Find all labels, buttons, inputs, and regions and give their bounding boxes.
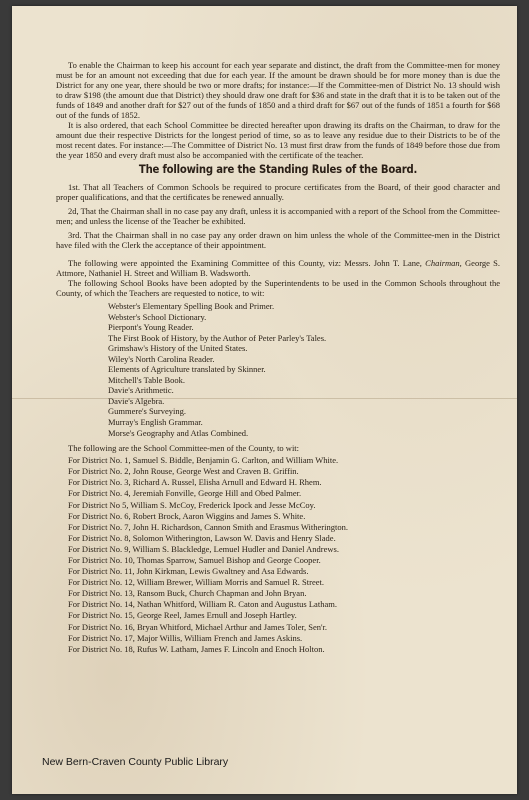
book-list-item: Davie's Arithmetic. bbox=[108, 385, 174, 396]
district-committee-item: For District No. 16, Bryan Whitford, Michael Arthur and James Toler, Sen'r. bbox=[68, 621, 328, 632]
district-committee-item: For District No 5, William S. McCoy, Frederick Ipock and Jesse McCoy. bbox=[68, 499, 316, 510]
examining-role: Chairman, bbox=[425, 257, 462, 268]
rules-heading: The following are the Standing Rules of the Board. bbox=[138, 163, 418, 177]
book-list-item: Pierpont's Young Reader. bbox=[108, 322, 194, 333]
book-list-item: Grimshaw's History of the United States. bbox=[108, 343, 248, 354]
book-list-item: Davie's Algebra. bbox=[108, 395, 165, 406]
committee-list bbox=[68, 455, 500, 655]
examining-pre: The following were appointed the Examining Committee of this County, viz: Messrs. John T. Lane, bbox=[68, 257, 426, 268]
examining-post: George S. Attmore, Nathaniel H. Street and William B. Wadsworth. bbox=[56, 257, 500, 278]
document-page bbox=[12, 6, 517, 794]
district-committee-item: For District No. 18, Rufus W. Latham, James F. Lincoln and Enoch Holton. bbox=[68, 643, 325, 654]
district-committee-item: For District No. 1, Samuel S. Biddle, Benjamin G. Carlton, and William White. bbox=[68, 455, 339, 466]
district-committee-item: For District No. 4, Jeremiah Fonville, George Hill and Obed Palmer. bbox=[68, 488, 302, 499]
intro-paragraph-1: To enable the Chairman to keep his account for each year separate and distinct, the draft from the Committee-men for money must be for an amount not exceeding that due for each year. If the amount be drawn should be for more money than is due the District for any one year, there should be two or more drafts; for instance:—If the Committee-men of District No. 13 should wish to draw $198 (the amount due that District) they should draw one draft for $36 and state in the draft that it is to be taken out of the funds of 1849 and another draft for $27 out of the funds of 1850 and a third draft for $67 out of the funds of 1851 a fourth for $68 out of the funds of 1852. bbox=[56, 60, 500, 121]
book-list-item: Gummere's Surveying. bbox=[108, 406, 187, 417]
book-list-item: The First Book of History, by the Author of Peter Parley's Tales. bbox=[108, 332, 327, 343]
district-committee-item: For District No. 7, John H. Richardson, Cannon Smith and Erasmus Witherington. bbox=[68, 521, 348, 532]
district-committee-item: For District No. 13, Ransom Buck, Church Chapman and John Bryan. bbox=[68, 588, 307, 599]
book-list-item: Elements of Agriculture translated by Skinner. bbox=[108, 364, 266, 375]
rule-1: 1st. That all Teachers of Common Schools be required to procure certificates from the Board, of their good character and proper qualifications, and that the certificates be renewed annually. bbox=[56, 181, 500, 202]
district-committee-item: For District No. 12, William Brewer, William Morris and Samuel R. Street. bbox=[68, 577, 324, 588]
district-committee-item: For District No. 3, Richard A. Russel, Elisha Arnull and Edward H. Rhem. bbox=[68, 477, 322, 488]
district-committee-item: For District No. 10, Thomas Sparrow, Samuel Bishop and George Cooper. bbox=[68, 554, 321, 565]
district-committee-item: For District No. 17, Major Willis, William French and James Askins. bbox=[68, 632, 303, 643]
intro-paragraph-2: It is also ordered, that each School Committee be directed hereafter upon drawing its drafts on the Chairman, to draw for the amount due their respective Districts for the longest period of time, so as to leave any residue due to their Districts to be of the most recent dates. For instance:—The Committee of District No. 13 must first draw from the funds of 1849 before those due from the year 1850 and every draft must also be accompanied with the certificate of the teacher. bbox=[56, 120, 500, 161]
rule-3: 3rd. That the Chairman shall in no case pay any order drawn on him unless the whole of the Committee-men in the District have filed with the Clerk the acceptance of their appointment. bbox=[56, 229, 500, 250]
book-list-item: Mitchell's Table Book. bbox=[108, 374, 186, 385]
book-list-item: Webster's School Dictionary. bbox=[108, 311, 207, 322]
district-committee-item: For District No. 6, Robert Brock, Aaron Wiggins and James S. White. bbox=[68, 510, 306, 521]
district-committee-item: For District No. 9, William S. Blackledge, Lemuel Hudler and Daniel Andrews. bbox=[68, 543, 339, 554]
document-body bbox=[56, 60, 500, 655]
district-committee-item: For District No. 15, George Reel, James Ernull and Joseph Hartley. bbox=[68, 610, 297, 621]
examining-committee-paragraph bbox=[56, 258, 500, 278]
district-committee-item: For District No. 2, John Rouse, George West and Craven B. Griffin. bbox=[68, 466, 299, 477]
book-list-item: Morse's Geography and Atlas Combined. bbox=[108, 427, 249, 438]
book-list-item: Murray's English Grammar. bbox=[108, 417, 203, 427]
books-list bbox=[108, 301, 500, 438]
library-credit: New Bern-Craven County Public Library bbox=[42, 756, 229, 768]
district-committee-item: For District No. 8, Solomon Witherington, Lawson W. Davis and Henry Slade. bbox=[68, 532, 336, 543]
book-list-item: Wiley's North Carolina Reader. bbox=[108, 353, 215, 364]
district-committee-item: For District No. 14, Nathan Whitford, William R. Caton and Augustus Latham. bbox=[68, 599, 337, 610]
books-intro: The following School Books have been adopted by the Superintendents to be used in the Common Schools throughout the County, of which the Teachers are requested to notice, to wit: bbox=[56, 277, 500, 298]
rule-2: 2d, That the Chairman shall in no case pay any draft, unless it is accompanied with a report of the School from the Committee-men; and unless the license of the Teacher be exhibited. bbox=[56, 205, 500, 226]
book-list-item: Webster's Elementary Spelling Book and Primer. bbox=[108, 300, 275, 311]
district-committee-item: For District No. 11, John Kirkman, Lewis Gwaltney and Asa Edwards. bbox=[68, 566, 309, 577]
committee-intro: The following are the School Committee-men of the County, to wit: bbox=[68, 443, 300, 454]
